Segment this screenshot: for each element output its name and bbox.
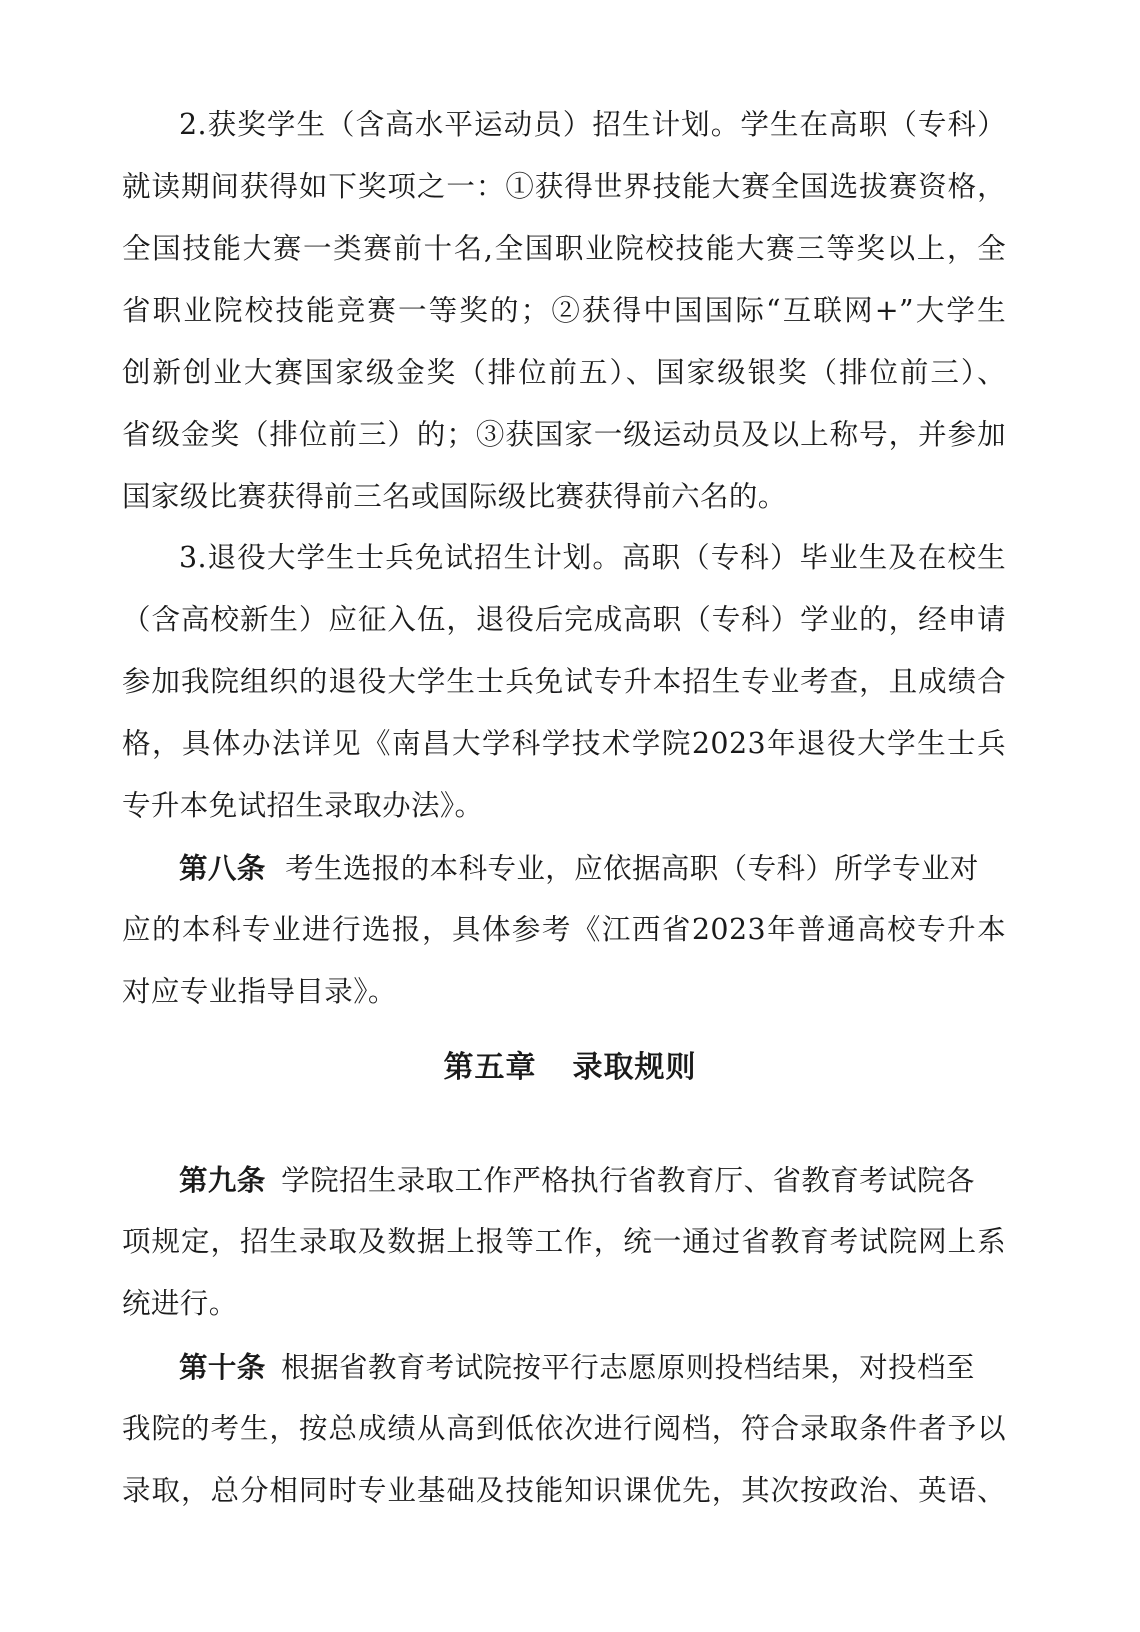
paragraph-line: 2.获奖学生（含高水平运动员）招生计划。学生在高职（专科） bbox=[179, 108, 1006, 141]
chapter-heading bbox=[0, 1048, 1140, 1088]
article-heading: 第九条 bbox=[179, 1163, 266, 1197]
paragraph-line: 录取，总分相同时专业基础及技能知识课优先，其次按政治、英语、 bbox=[122, 1474, 1006, 1507]
article-first-line bbox=[179, 1160, 1006, 1200]
paragraph-line: 对应专业指导目录》。 bbox=[122, 975, 397, 1008]
article-text: 学院招生录取工作严格执行省教育厅、省教育考试院各 bbox=[281, 1164, 975, 1197]
paragraph-line: 格，具体办法详见《南昌大学科学技术学院2023年退役大学生士兵 bbox=[122, 727, 1006, 760]
chapter-number: 第五章 bbox=[443, 1050, 537, 1085]
article-text: 根据省教育考试院按平行志愿原则投档结果，对投档至 bbox=[281, 1351, 975, 1384]
article-first-line bbox=[179, 1347, 1006, 1387]
chapter-title: 录取规则 bbox=[572, 1050, 697, 1085]
article-heading: 第八条 bbox=[179, 851, 266, 885]
paragraph-line: 参加我院组织的退役大学生士兵免试专升本招生专业考查，且成绩合 bbox=[122, 665, 1006, 698]
paragraph-line: 省级金奖（排位前三）的；③获国家一级运动员及以上称号，并参加 bbox=[122, 418, 1006, 451]
paragraph-line: 专升本免试招生录取办法》。 bbox=[122, 789, 484, 822]
paragraph-line: 就读期间获得如下奖项之一：①获得世界技能大赛全国选拔赛资格， bbox=[122, 170, 1006, 203]
paragraph-line: 应的本科专业进行选报，具体参考《江西省2023年普通高校专升本 bbox=[122, 913, 1006, 946]
paragraph-line: （含高校新生）应征入伍，退役后完成高职（专科）学业的，经申请 bbox=[122, 603, 1006, 636]
article-first-line bbox=[179, 848, 1006, 888]
paragraph-line: 创新创业大赛国家级金奖（排位前五）、国家级银奖（排位前三）、 bbox=[122, 356, 1006, 389]
paragraph-line: 省职业院校技能竞赛一等奖的；②获得中国国际“互联网+”大学生 bbox=[122, 294, 1006, 327]
paragraph-line: 我院的考生，按总成绩从高到低依次进行阅档，符合录取条件者予以 bbox=[122, 1412, 1006, 1445]
paragraph-line: 统进行。 bbox=[122, 1287, 238, 1320]
article-text: 考生选报的本科专业，应依据高职（专科）所学专业对 bbox=[285, 852, 979, 885]
paragraph-line: 国家级比赛获得前三名或国际级比赛获得前六名的。 bbox=[122, 480, 787, 513]
article-heading: 第十条 bbox=[179, 1350, 266, 1384]
paragraph-line: 3.退役大学生士兵免试招生计划。高职（专科）毕业生及在校生 bbox=[179, 541, 1006, 574]
paragraph-line: 项规定，招生录取及数据上报等工作，统一通过省教育考试院网上系 bbox=[122, 1225, 1006, 1258]
paragraph-line: 全国技能大赛一类赛前十名,全国职业院校技能大赛三等奖以上，全 bbox=[122, 232, 1006, 265]
